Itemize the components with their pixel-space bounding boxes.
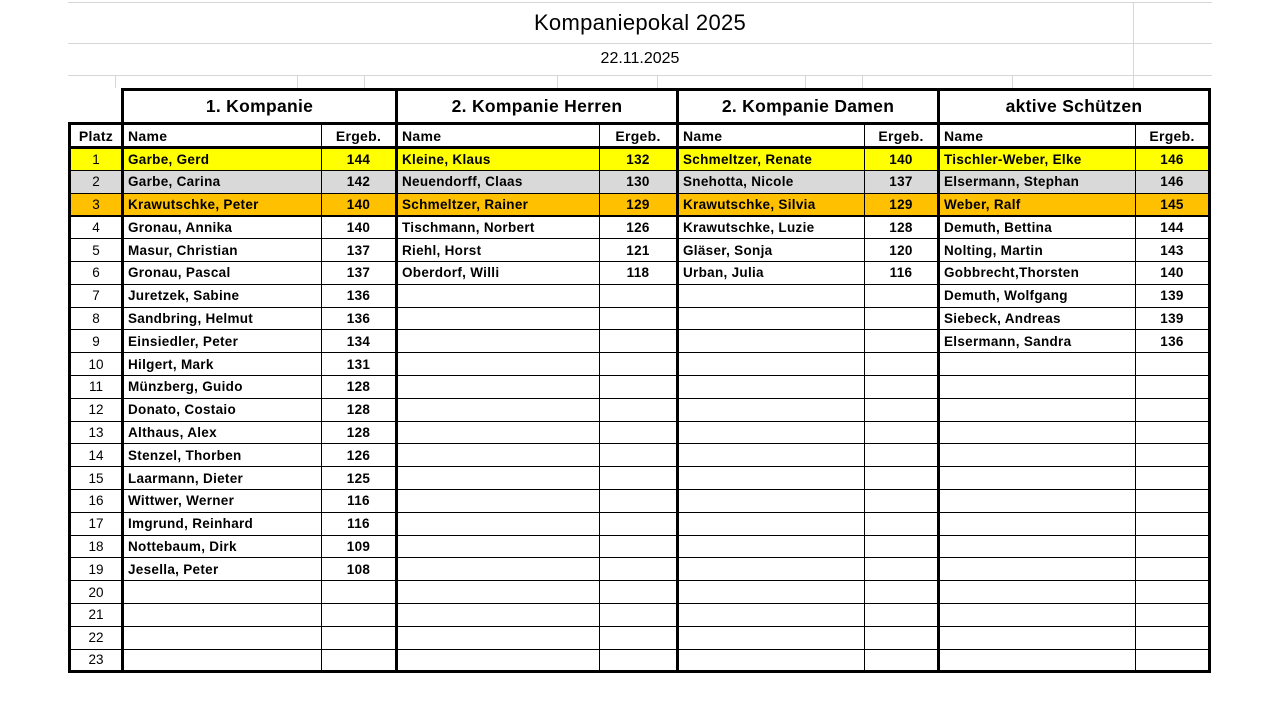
table-row — [70, 512, 1210, 535]
table-row — [70, 649, 1210, 672]
table-row — [70, 193, 1210, 216]
result-cell — [600, 603, 678, 626]
result-cell — [865, 398, 939, 421]
name-cell — [678, 375, 865, 398]
name-header-2: Name — [397, 124, 600, 148]
name-cell — [397, 467, 600, 490]
name-cell — [939, 467, 1136, 490]
platz-cell: 13 — [70, 421, 123, 444]
name-cell — [939, 512, 1136, 535]
platz-header: Platz — [70, 124, 123, 148]
name-cell — [939, 626, 1136, 649]
name-cell: Gobbrecht,Thorsten — [939, 261, 1136, 284]
name-cell: Weber, Ralf — [939, 193, 1136, 216]
name-cell: Nottebaum, Dirk — [123, 535, 322, 558]
result-cell — [600, 649, 678, 672]
result-cell — [1136, 398, 1210, 421]
name-cell — [939, 535, 1136, 558]
platz-cell: 9 — [70, 330, 123, 353]
table-row — [70, 353, 1210, 376]
result-cell: 130 — [600, 170, 678, 193]
name-cell — [678, 558, 865, 581]
name-header-3: Name — [678, 124, 865, 148]
result-cell — [1136, 535, 1210, 558]
table-row — [70, 330, 1210, 353]
table-row — [70, 307, 1210, 330]
result-cell — [865, 467, 939, 490]
result-cell — [600, 375, 678, 398]
name-cell — [678, 421, 865, 444]
group-header-4: aktive Schützen — [939, 90, 1210, 124]
platz-cell: 23 — [70, 649, 123, 672]
result-cell — [1136, 421, 1210, 444]
name-cell: Wittwer, Werner — [123, 489, 322, 512]
result-cell: 118 — [600, 261, 678, 284]
result-cell: 145 — [1136, 193, 1210, 216]
result-cell: 140 — [865, 148, 939, 171]
result-cell — [865, 353, 939, 376]
result-cell — [600, 535, 678, 558]
result-cell — [322, 603, 397, 626]
result-cell: 129 — [600, 193, 678, 216]
name-cell — [939, 489, 1136, 512]
result-cell — [865, 626, 939, 649]
result-cell: 129 — [865, 193, 939, 216]
result-cell — [600, 626, 678, 649]
name-cell: Jesella, Peter — [123, 558, 322, 581]
name-cell: Kleine, Klaus — [397, 148, 600, 171]
name-cell — [397, 421, 600, 444]
gridline — [557, 75, 558, 88]
name-cell: Krawutschke, Peter — [123, 193, 322, 216]
platz-cell: 3 — [70, 193, 123, 216]
name-cell — [678, 353, 865, 376]
group-header-3: 2. Kompanie Damen — [678, 90, 939, 124]
platz-cell: 8 — [70, 307, 123, 330]
table-row — [70, 558, 1210, 581]
result-cell: 146 — [1136, 148, 1210, 171]
result-cell — [865, 512, 939, 535]
name-cell: Donato, Costaio — [123, 398, 322, 421]
name-cell: Elsermann, Sandra — [939, 330, 1136, 353]
group-header-row — [70, 90, 1210, 124]
platz-cell: 15 — [70, 467, 123, 490]
result-cell — [865, 421, 939, 444]
result-cell: 136 — [1136, 330, 1210, 353]
result-header-1: Ergeb. — [322, 124, 397, 148]
name-cell — [397, 581, 600, 604]
result-header-2: Ergeb. — [600, 124, 678, 148]
table-row — [70, 239, 1210, 262]
name-cell: Einsiedler, Peter — [123, 330, 322, 353]
platz-cell: 20 — [70, 581, 123, 604]
table-row — [70, 489, 1210, 512]
result-cell: 116 — [322, 489, 397, 512]
name-cell — [397, 398, 600, 421]
result-cell — [865, 444, 939, 467]
result-cell — [865, 603, 939, 626]
name-cell — [397, 626, 600, 649]
result-cell: 137 — [322, 261, 397, 284]
platz-cell: 17 — [70, 512, 123, 535]
platz-cell: 2 — [70, 170, 123, 193]
name-header-1: Name — [123, 124, 322, 148]
table-row — [70, 626, 1210, 649]
table-row — [70, 581, 1210, 604]
name-cell: Gronau, Pascal — [123, 261, 322, 284]
result-cell — [1136, 444, 1210, 467]
name-cell: Tischmann, Norbert — [397, 216, 600, 239]
name-cell — [397, 330, 600, 353]
name-cell — [678, 284, 865, 307]
name-cell: Gronau, Annika — [123, 216, 322, 239]
gridline — [68, 43, 1212, 44]
name-cell: Hilgert, Mark — [123, 353, 322, 376]
name-cell: Althaus, Alex — [123, 421, 322, 444]
result-cell — [600, 558, 678, 581]
result-cell — [865, 330, 939, 353]
result-cell: 142 — [322, 170, 397, 193]
result-cell: 126 — [322, 444, 397, 467]
name-cell — [678, 626, 865, 649]
name-cell: Snehotta, Nicole — [678, 170, 865, 193]
name-cell — [397, 535, 600, 558]
name-cell: Siebeck, Andreas — [939, 307, 1136, 330]
platz-cell: 14 — [70, 444, 123, 467]
gridline — [297, 75, 298, 88]
name-cell — [678, 535, 865, 558]
result-cell — [865, 307, 939, 330]
gridline — [68, 75, 1212, 76]
name-cell — [397, 489, 600, 512]
result-cell: 134 — [322, 330, 397, 353]
name-cell: Garbe, Carina — [123, 170, 322, 193]
name-cell — [397, 444, 600, 467]
name-cell — [123, 581, 322, 604]
result-cell — [1136, 467, 1210, 490]
result-cell: 116 — [322, 512, 397, 535]
result-cell: 137 — [865, 170, 939, 193]
table-row — [70, 375, 1210, 398]
name-cell — [397, 558, 600, 581]
table-row — [70, 444, 1210, 467]
result-cell — [865, 284, 939, 307]
result-cell — [322, 581, 397, 604]
group-header-spacer — [70, 90, 123, 124]
name-cell — [397, 375, 600, 398]
gridline — [68, 2, 1212, 3]
result-cell — [1136, 353, 1210, 376]
result-cell — [865, 375, 939, 398]
name-cell: Juretzek, Sabine — [123, 284, 322, 307]
result-cell: 128 — [322, 398, 397, 421]
name-cell — [397, 353, 600, 376]
name-cell — [939, 353, 1136, 376]
result-cell: 139 — [1136, 284, 1210, 307]
gridline — [1133, 2, 1134, 88]
name-cell — [939, 581, 1136, 604]
result-cell — [600, 444, 678, 467]
result-cell — [1136, 489, 1210, 512]
name-cell: Oberdorf, Willi — [397, 261, 600, 284]
result-cell: 146 — [1136, 170, 1210, 193]
result-cell — [600, 307, 678, 330]
result-cell — [322, 649, 397, 672]
platz-cell: 18 — [70, 535, 123, 558]
result-cell: 109 — [322, 535, 397, 558]
result-cell: 136 — [322, 307, 397, 330]
results-table-body — [70, 90, 1210, 672]
name-cell: Neuendorff, Claas — [397, 170, 600, 193]
result-cell — [600, 284, 678, 307]
name-cell: Schmeltzer, Rainer — [397, 193, 600, 216]
result-cell — [865, 649, 939, 672]
result-cell: 128 — [322, 375, 397, 398]
table-row — [70, 603, 1210, 626]
name-cell — [939, 375, 1136, 398]
table-row — [70, 467, 1210, 490]
name-cell: Imgrund, Reinhard — [123, 512, 322, 535]
table-row — [70, 398, 1210, 421]
name-cell — [123, 626, 322, 649]
name-cell — [939, 421, 1136, 444]
name-cell — [123, 649, 322, 672]
table-row — [70, 148, 1210, 171]
platz-cell: 19 — [70, 558, 123, 581]
result-cell: 143 — [1136, 239, 1210, 262]
name-cell: Münzberg, Guido — [123, 375, 322, 398]
result-cell — [600, 398, 678, 421]
result-cell — [600, 330, 678, 353]
name-cell — [123, 603, 322, 626]
name-cell — [678, 398, 865, 421]
result-cell — [1136, 375, 1210, 398]
name-cell: Riehl, Horst — [397, 239, 600, 262]
result-cell — [865, 558, 939, 581]
result-cell — [865, 535, 939, 558]
group-header-2: 2. Kompanie Herren — [397, 90, 678, 124]
name-cell: Urban, Julia — [678, 261, 865, 284]
name-cell: Tischler-Weber, Elke — [939, 148, 1136, 171]
table-row — [70, 421, 1210, 444]
name-header-4: Name — [939, 124, 1136, 148]
result-cell — [600, 512, 678, 535]
result-cell — [1136, 581, 1210, 604]
platz-cell: 1 — [70, 148, 123, 171]
name-cell: Sandbring, Helmut — [123, 307, 322, 330]
result-cell: 132 — [600, 148, 678, 171]
platz-cell: 10 — [70, 353, 123, 376]
result-cell: 131 — [322, 353, 397, 376]
name-cell — [939, 603, 1136, 626]
name-cell — [678, 603, 865, 626]
result-cell — [1136, 603, 1210, 626]
name-cell: Garbe, Gerd — [123, 148, 322, 171]
gridline — [1012, 75, 1013, 88]
name-cell: Stenzel, Thorben — [123, 444, 322, 467]
result-cell: 144 — [1136, 216, 1210, 239]
name-cell — [397, 284, 600, 307]
name-cell: Demuth, Wolfgang — [939, 284, 1136, 307]
column-header-row — [70, 124, 1210, 148]
result-cell — [600, 353, 678, 376]
result-cell — [865, 581, 939, 604]
name-cell — [939, 558, 1136, 581]
table-row — [70, 170, 1210, 193]
result-cell: 140 — [1136, 261, 1210, 284]
name-cell — [678, 581, 865, 604]
result-cell: 139 — [1136, 307, 1210, 330]
name-cell: Masur, Christian — [123, 239, 322, 262]
name-cell — [939, 444, 1136, 467]
platz-cell: 16 — [70, 489, 123, 512]
results-table — [68, 88, 1211, 673]
gridline — [805, 75, 806, 88]
result-cell — [322, 626, 397, 649]
platz-cell: 6 — [70, 261, 123, 284]
name-cell — [939, 649, 1136, 672]
platz-cell: 21 — [70, 603, 123, 626]
result-cell — [1136, 626, 1210, 649]
result-cell — [1136, 649, 1210, 672]
result-cell — [1136, 558, 1210, 581]
result-cell: 120 — [865, 239, 939, 262]
gridline — [657, 75, 658, 88]
table-row — [70, 261, 1210, 284]
result-cell: 128 — [865, 216, 939, 239]
platz-cell: 11 — [70, 375, 123, 398]
platz-cell: 12 — [70, 398, 123, 421]
result-cell: 126 — [600, 216, 678, 239]
name-cell — [397, 603, 600, 626]
platz-cell: 22 — [70, 626, 123, 649]
name-cell — [397, 649, 600, 672]
result-header-4: Ergeb. — [1136, 124, 1210, 148]
platz-cell: 4 — [70, 216, 123, 239]
name-cell — [678, 330, 865, 353]
result-cell: 116 — [865, 261, 939, 284]
result-cell: 121 — [600, 239, 678, 262]
platz-cell: 7 — [70, 284, 123, 307]
result-cell: 140 — [322, 216, 397, 239]
name-cell — [678, 467, 865, 490]
result-cell: 108 — [322, 558, 397, 581]
name-cell — [397, 307, 600, 330]
name-cell: Nolting, Martin — [939, 239, 1136, 262]
result-cell — [600, 581, 678, 604]
name-cell — [678, 512, 865, 535]
name-cell — [939, 398, 1136, 421]
name-cell: Krawutschke, Luzie — [678, 216, 865, 239]
gridline — [364, 75, 365, 88]
result-header-3: Ergeb. — [865, 124, 939, 148]
date-label: 22.11.2025 — [600, 50, 680, 67]
table-row — [70, 216, 1210, 239]
name-cell — [678, 489, 865, 512]
result-cell: 125 — [322, 467, 397, 490]
name-cell: Schmeltzer, Renate — [678, 148, 865, 171]
result-cell — [600, 421, 678, 444]
result-cell: 140 — [322, 193, 397, 216]
name-cell: Demuth, Bettina — [939, 216, 1136, 239]
group-header-1: 1. Kompanie — [123, 90, 397, 124]
result-cell: 144 — [322, 148, 397, 171]
gridline — [115, 75, 116, 88]
name-cell: Gläser, Sonja — [678, 239, 865, 262]
gridline — [862, 75, 863, 88]
result-cell — [1136, 512, 1210, 535]
name-cell — [678, 307, 865, 330]
platz-cell: 5 — [70, 239, 123, 262]
result-cell: 136 — [322, 284, 397, 307]
table-row — [70, 284, 1210, 307]
name-cell: Krawutschke, Silvia — [678, 193, 865, 216]
result-cell: 137 — [322, 239, 397, 262]
name-cell — [678, 444, 865, 467]
table-row — [70, 535, 1210, 558]
result-cell — [600, 467, 678, 490]
name-cell — [397, 512, 600, 535]
name-cell — [678, 649, 865, 672]
name-cell: Laarmann, Dieter — [123, 467, 322, 490]
name-cell: Elsermann, Stephan — [939, 170, 1136, 193]
result-cell: 128 — [322, 421, 397, 444]
result-cell — [600, 489, 678, 512]
result-cell — [865, 489, 939, 512]
page-title: Kompaniepokal 2025 — [533, 10, 747, 35]
